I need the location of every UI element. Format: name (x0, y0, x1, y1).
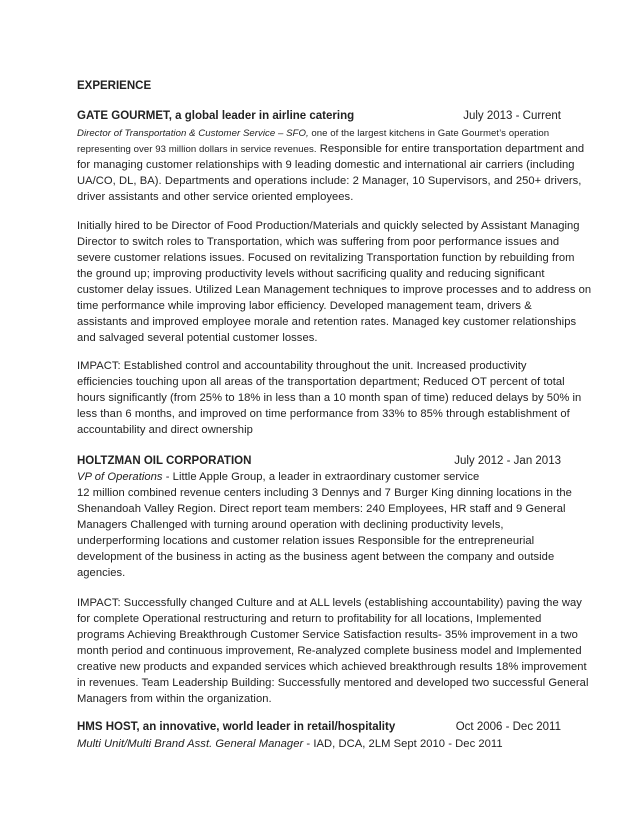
job-para-line: the ground up; improving productivity levels without sacrificing quality and reducing significant (77, 268, 545, 280)
job-desc-line: development of the business in acting as the business agent between the company and outside (77, 551, 555, 563)
impact-line: efficiencies touching upon all areas of the transportation department; Reduced OT percent of total (77, 376, 565, 388)
job-desc-line: agencies. (77, 567, 126, 579)
job-para-line: severe customer relations issues. Focused on revitalizing Transportation function by rebuilding from (77, 252, 575, 264)
job-desc-rest: Responsible for entire transportation department and (316, 143, 585, 155)
impact-line: hours significantly (from 25% to 18% in less than a 10 month span of time) reduced delays by 50% in (77, 392, 582, 404)
job-title: HOLTZMAN OIL CORPORATION (77, 455, 252, 467)
job-desc-line: Managers Challenged with turning around operation with declining productivity levels, (77, 519, 504, 531)
job-desc-line: Shenandoah Valley Region. Direct report team members: 240 Employees, HR staff and 9 General (77, 503, 566, 515)
impact-line: creative new products and expanded services which achieved breakthrough results 18% improvement (77, 661, 587, 673)
impact-line: month period and continuous improvement, Re-analyzed complete business model and Implemented (77, 645, 582, 657)
impact-line: programs Achieving Breakthrough Customer Service Satisfaction results- 35% improvement in a two (77, 629, 578, 641)
job-header (77, 721, 561, 733)
job-para-line: time performance while improving labor efficiency. Developed management team, drivers & (77, 300, 532, 312)
job-desc-small: representing over 93 million dollars in service revenues. (77, 144, 317, 155)
job-role-line (77, 471, 567, 483)
job-para-line: customer delay issues. Utilized Lean Management techniques to improve processes and to address on (77, 284, 592, 296)
job-role-rest: - Little Apple Group, a leader in extraordinary customer service (162, 471, 480, 483)
job-para-line: assistants and improved employee morale and retention rates. Managed key customer relationships (77, 316, 577, 328)
job-dates: July 2012 - Jan 2013 (454, 455, 561, 467)
job-role-line (77, 127, 567, 139)
job-title: HMS HOST, an innovative, world leader in retail/hospitality (77, 721, 396, 733)
job-para-line: Initially hired to be Director of Food Production/Materials and quickly selected by Assistant Managing (77, 220, 580, 232)
job-desc-line: for managing customer relationships with 9 leading domestic and international air carriers (including (77, 159, 575, 171)
job-dates: July 2013 - Current (463, 110, 561, 122)
job-header (77, 455, 561, 467)
impact-line: Managers from within the organization. (77, 693, 272, 705)
job-desc-line: driver assistants and other service oriented employees. (77, 191, 354, 203)
impact-line: IMPACT: Established control and accountability throughout the unit. Increased productivity (77, 360, 527, 372)
job-para-line: and salvaged several potential customer losses. (77, 332, 318, 344)
impact-line: less than 6 months, and improved on time performance from 33% to 85% through establishment of (77, 408, 570, 420)
job-role: Multi Unit/Multi Brand Asst. General Manager (77, 738, 304, 750)
job-dates: Oct 2006 - Dec 2011 (455, 721, 561, 733)
job-title: GATE GOURMET, a global leader in airline catering (77, 110, 355, 122)
impact-line: for complete Operational restructuring and return to profitability for all locations, Implemented (77, 613, 542, 625)
job-desc-line: UA/CO, DL, BA). Departments and operations include: 2 Manager, 10 Supervisors, and 250+ drivers, (77, 175, 582, 187)
job-header (77, 110, 561, 122)
impact-line: IMPACT: Successfully changed Culture and at ALL levels (establishing accountability) paving the way (77, 597, 582, 609)
section-heading: EXPERIENCE (77, 80, 152, 92)
job-desc-line (77, 143, 585, 155)
job-role-line (77, 738, 567, 750)
job-role-rest: - IAD, DCA, 2LM Sept 2010 - Dec 2011 (303, 738, 503, 750)
job-role-rest: one of the largest kitchens in Gate Gourmet’s operation (308, 128, 550, 139)
job-desc-line: underperforming locations and customer relation issues Responsible for the entrepreneurial (77, 535, 535, 547)
impact-line: in revenues. Team Leadership Building: Successfully mentored and developed two successful General (77, 677, 589, 689)
job-para-line: Director to switch roles to Transportation, which was suffering from poor performance issues and (77, 236, 560, 248)
job-desc-line: 12 million combined revenue centers including 3 Dennys and 7 Burger King dinning locations in the (77, 487, 572, 499)
job-role: VP of Operations (77, 471, 163, 483)
impact-line: accountability and direct ownership (77, 424, 253, 436)
job-role: Director of Transportation & Customer Service – SFO, (77, 128, 309, 139)
